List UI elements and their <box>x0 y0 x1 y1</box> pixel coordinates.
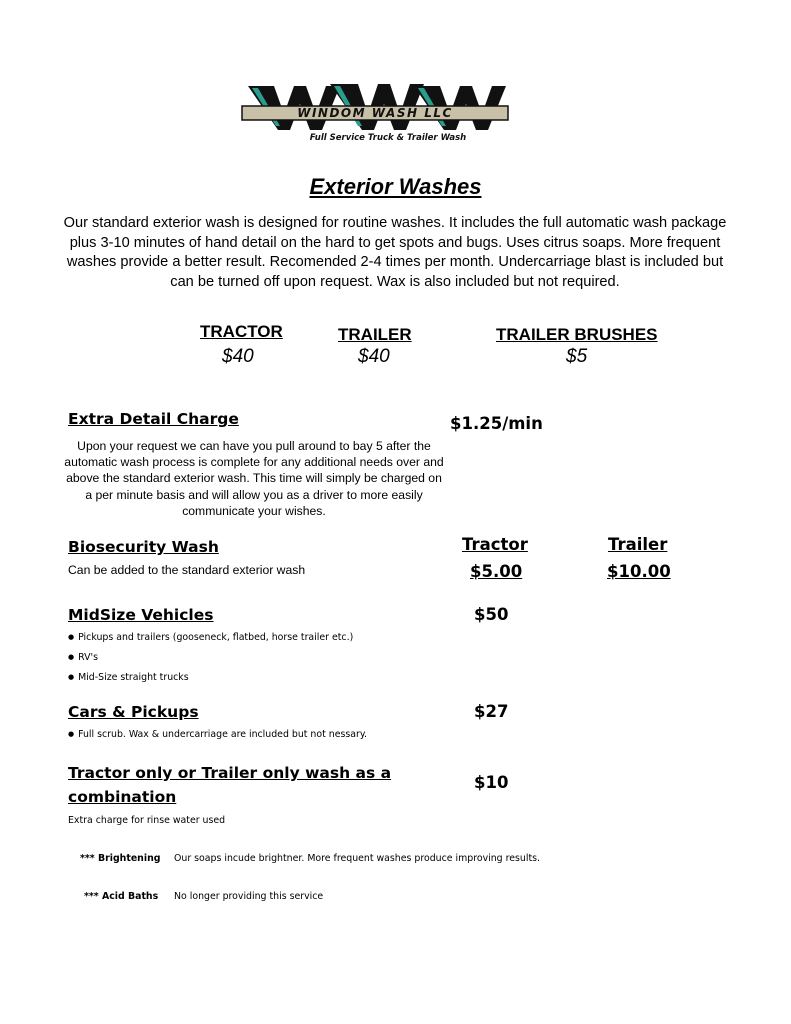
midsize-list <box>68 628 353 688</box>
brightening-text: Our soaps incude brightner. More frequent washes produce improving results. <box>174 853 540 864</box>
trailer-brushes-price: $5 <box>566 346 588 367</box>
cars-price: $27 <box>474 702 509 721</box>
cars-list <box>68 725 367 745</box>
extra-detail-heading: Extra Detail Charge <box>68 410 239 428</box>
combination-price: $10 <box>474 773 509 792</box>
biosecurity-tractor-label: Tractor <box>462 535 528 554</box>
acid-baths-text: No longer providing this service <box>174 891 324 902</box>
combination-heading-line2: combination <box>68 788 177 806</box>
midsize-heading: MidSize Vehicles <box>68 606 214 624</box>
tractor-price-block <box>200 322 283 368</box>
page-title: Exterior Washes <box>309 174 482 199</box>
biosecurity-trailer-price: $10.00 <box>607 562 671 581</box>
list-item: ● RV's <box>68 648 353 668</box>
svg-text:Full Service Truck & Trailer W: Full Service Truck & Trailer Wash <box>309 133 467 143</box>
trailer-brushes-label: TRAILER BRUSHES <box>496 325 658 344</box>
list-item: ● Pickups and trailers (gooseneck, flatbed, horse trailer etc.) <box>68 628 353 648</box>
biosecurity-description: Can be added to the standard exterior wash <box>68 563 306 577</box>
list-item: ● Full scrub. Wax & undercarriage are included but not nessary. <box>68 725 367 745</box>
trailer-price-block <box>338 325 412 368</box>
midsize-price: $50 <box>474 605 509 624</box>
cars-heading: Cars & Pickups <box>68 703 199 721</box>
biosecurity-tractor-price: $5.00 <box>470 562 523 581</box>
acid-baths-label: *** Acid Baths <box>84 891 159 902</box>
extra-detail-price: $1.25/min <box>450 414 543 433</box>
trailer-brushes-price-block <box>496 325 658 368</box>
trailer-price: $40 <box>358 346 390 367</box>
combination-note: Extra charge for rinse water used <box>68 815 226 826</box>
combination-heading-line1: Tractor only or Trailer only wash as a <box>68 764 392 782</box>
tractor-label: TRACTOR <box>200 322 283 341</box>
list-item: ● Mid-Size straight trucks <box>68 668 353 688</box>
extra-detail-description: Upon your request we can have you pull around to bay 5 after the automatic wash process is complete for any additional needs over and above the standard exterior wash. This time will simply be charged on a per minute basis and will allow you as a driver to more easily communicate your wishes. <box>64 439 444 518</box>
tractor-price: $40 <box>222 346 254 367</box>
trailer-label: TRAILER <box>338 325 412 344</box>
svg-text:WINDOM WASH LLC: WINDOM WASH LLC <box>297 106 453 120</box>
intro-paragraph: Our standard exterior wash is designed for routine washes. It includes the full automatic wash package plus 3-10 minutes of hand detail on the hard to get spots and bugs. Uses citrus soaps. More frequent washes provide a better result. Recomended 2-4 times per month. Undercarriage blast is included but can be turned off upon request. Wax is also included but not required. <box>63 215 727 290</box>
biosecurity-heading: Biosecurity Wash <box>68 538 219 556</box>
company-logo <box>240 80 512 144</box>
windom-wash-logo-graphic <box>240 80 512 144</box>
biosecurity-trailer-label: Trailer <box>608 535 668 554</box>
brightening-label: *** Brightening <box>80 853 161 864</box>
